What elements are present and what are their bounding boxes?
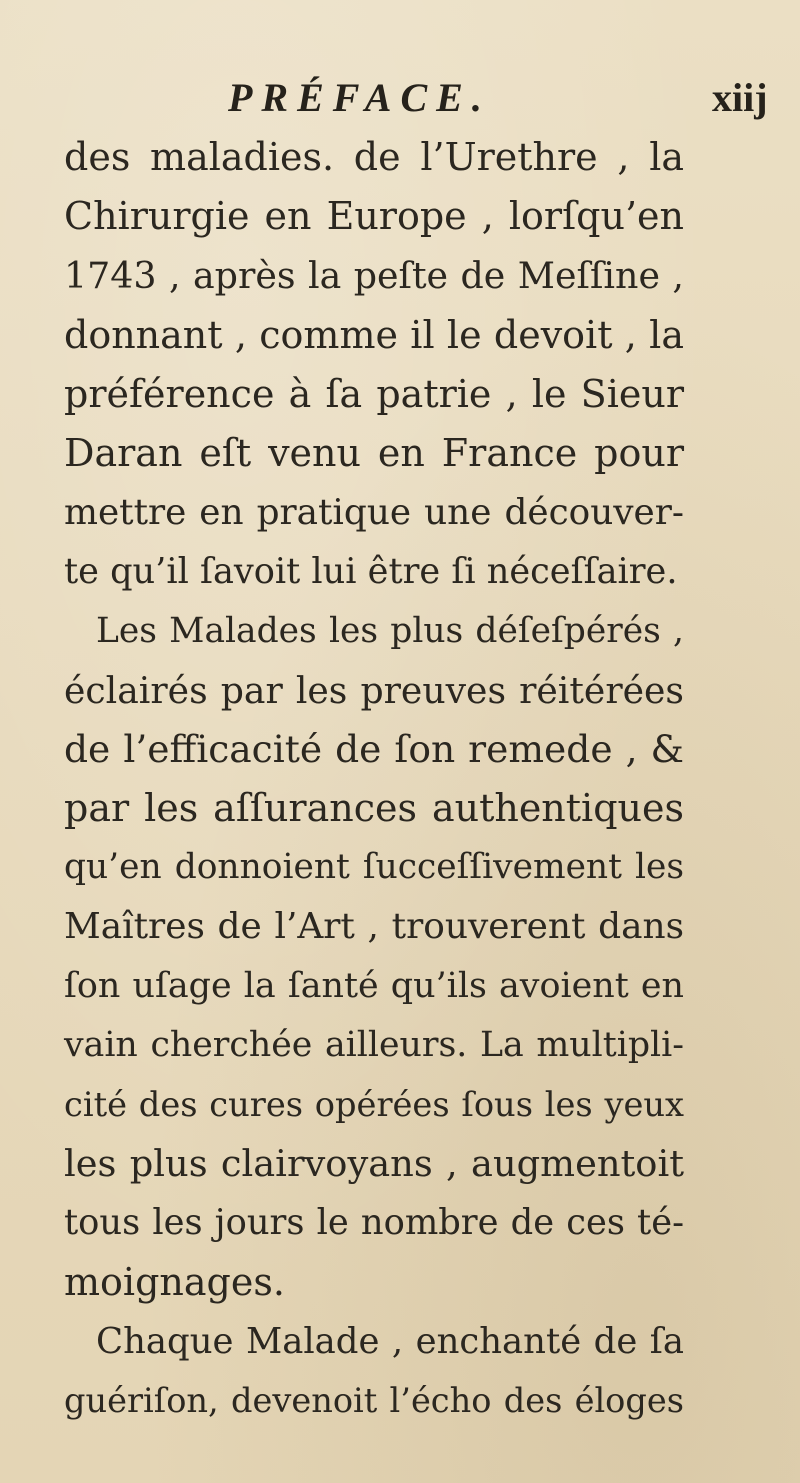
- text-line: éclairés par les preuves réitérées: [64, 668, 684, 712]
- text-line: les plus clairvoyans , augmentoit: [64, 1142, 684, 1186]
- text-line: 1743 , après la peſte de Meſſine ,: [64, 254, 684, 298]
- text-line: cité des cures opérées ſous les yeux: [64, 1085, 684, 1124]
- text-line: Daran eſt venu en France pour: [64, 430, 684, 475]
- text-line: Maîtres de l’Art , trouverent dans: [64, 906, 684, 948]
- text-line: tous les jours le nombre de ces té-: [64, 1202, 684, 1244]
- text-line: ſon uſage la ſanté qu’ils avoient en: [64, 965, 684, 1006]
- body-text: [64, 128, 684, 1430]
- text-line: préférence à ſa patrie , le Sieur: [64, 371, 684, 416]
- text-line: donnant , comme il le devoit , la: [64, 312, 684, 357]
- text-line: qu’en donnoient ſucceſſivement les: [64, 847, 684, 888]
- paragraph-start-line: Les Malades les plus déſeſpérés ,: [96, 610, 684, 651]
- text-line: de l’efficacité de ſon remede , &: [64, 726, 684, 771]
- text-line: des maladies. de l’Urethre , la: [64, 135, 684, 179]
- page-number: xiij: [712, 75, 768, 120]
- text-line: Chirurgie en Europe , lorſqu’en: [64, 194, 684, 239]
- text-line: vain cherchée ailleurs. La multipli-: [64, 1024, 684, 1065]
- text-line: par les aſſurances authentiques: [64, 786, 684, 831]
- text-line: te qu’il ſavoit lui être ſi néceſſaire.: [64, 551, 678, 593]
- text-line: mettre en pratique une découver-: [64, 492, 684, 534]
- paragraph-start-line: Chaque Malade , enchanté de ſa: [96, 1320, 684, 1362]
- text-line: guériſon, devenoit l’écho des éloges: [64, 1380, 684, 1420]
- running-head-title: PRÉFACE.: [228, 75, 491, 120]
- text-line: moignages.: [64, 1259, 285, 1304]
- running-head: [0, 70, 800, 130]
